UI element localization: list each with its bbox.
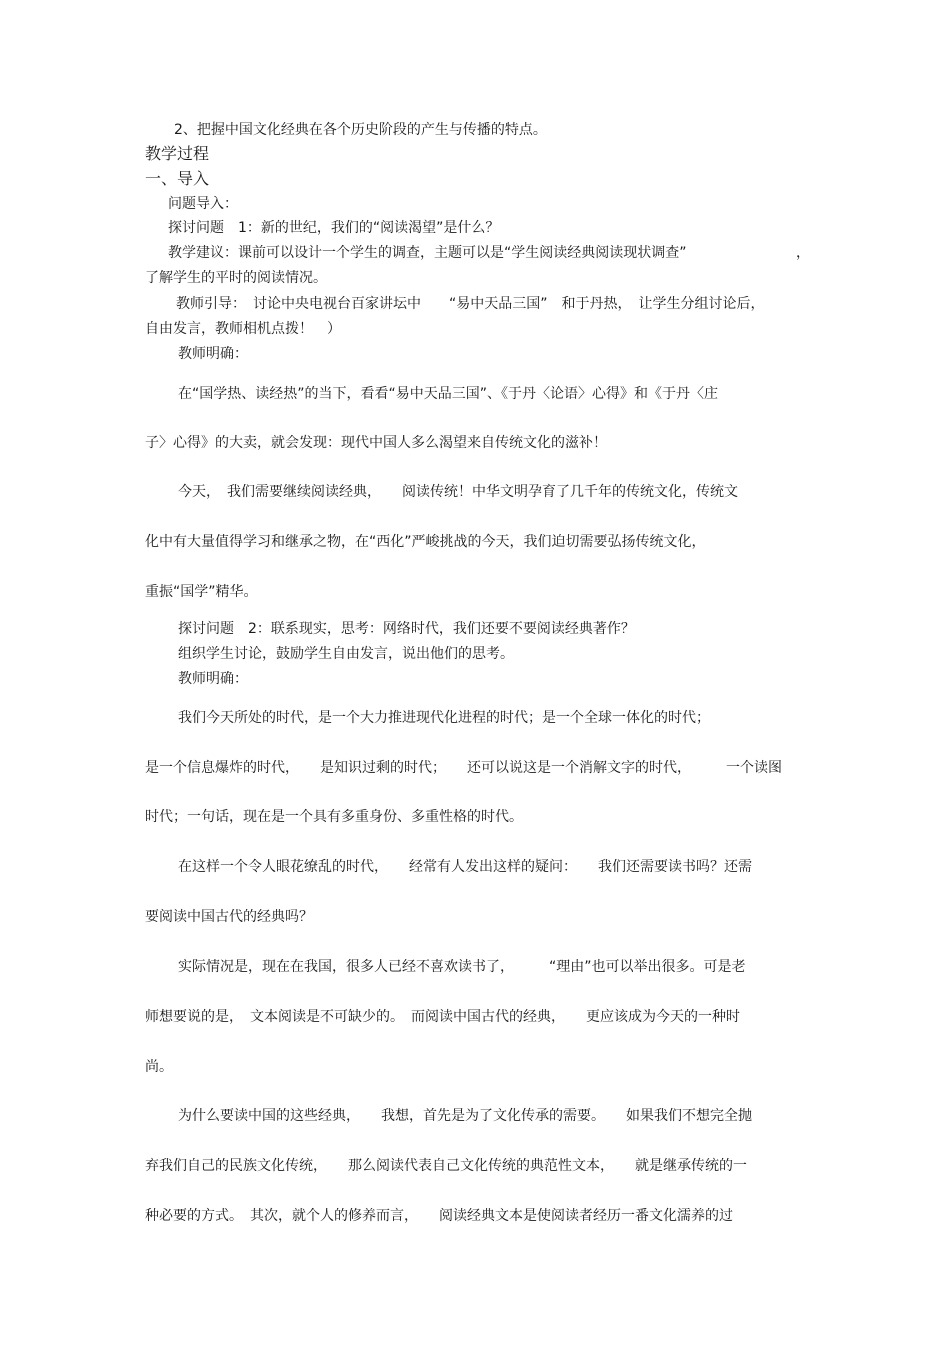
suggestion-line-1: 教学建议：课前可以设计一个学生的调查，主题可以是“学生阅读经典阅读现状调查” — [168, 245, 687, 261]
para6-line2: 弃我们自己的民族文化传统， 那么阅读代表自己文化传统的典范性文本， 就是继承传统的一 — [145, 1158, 747, 1174]
teacher-clarify-2: 教师明确： — [178, 671, 248, 687]
para3-line2: 是一个信息爆炸的时代， 是知识过剩的时代； 还可以说这是一个消解文字的时代， 一个读图 — [145, 760, 782, 776]
para2-line1: 今天， 我们需要继续阅读经典， 阅读传统！中华文明孕育了几千年的传统文化，传统文 — [178, 484, 738, 500]
organize-line: 组织学生讨论，鼓励学生自由发言，说出他们的思考。 — [178, 646, 514, 662]
question-1: 探讨问题 1：新的世纪，我们的“阅读渴望”是什么？ — [168, 220, 500, 236]
para6-line3: 种必要的方式。 其次，就个人的修养而言， 阅读经典文本是使阅读者经历一番文化濡养的过 — [145, 1208, 733, 1224]
para5-line3: 尚。 — [145, 1059, 173, 1075]
suggestion-line-2: 了解学生的平时的阅读情况。 — [145, 270, 327, 286]
para2-line2: 化中有大量值得学习和继承之物，在“西化”严峻挑战的今天，我们迫切需要弘扬传统文化， — [145, 534, 706, 550]
question-2: 探讨问题 2：联系现实，思考：网络时代，我们还要不要阅读经典著作？ — [178, 621, 635, 637]
para5-line1: 实际情况是，现在在我国，很多人已经不喜欢读书了， “理由”也可以举出很多。可是老 — [178, 959, 746, 975]
para4-line1: 在这样一个令人眼花缭乱的时代， 经常有人发出这样的疑问： 我们还需要读书吗？还需 — [178, 859, 752, 875]
question-intro: 问题导入： — [168, 196, 238, 212]
para5-line2: 师想要说的是， 文本阅读是不可缺少的。 而阅读中国古代的经典， 更应该成为今天的一种时 — [145, 1009, 740, 1025]
teacher-guide-line-2: 自由发言，教师相机点拨！ ） — [145, 321, 341, 337]
para2-line3: 重振“国学”精华。 — [145, 584, 258, 600]
teacher-clarify-1: 教师明确： — [178, 346, 248, 362]
para4-line2: 要阅读中国古代的经典吗？ — [145, 909, 313, 925]
objective-2: 2、把握中国文化经典在各个历史阶段的产生与传播的特点。 — [174, 122, 547, 138]
teacher-guide-line-1: 教师引导： 讨论中央电视台百家讲坛中 “易中天品三国” 和于丹热， 让学生分组讨论后， — [176, 296, 765, 312]
suggestion-comma: ， — [796, 245, 810, 261]
para6-line1: 为什么要读中国的这些经典， 我想，首先是为了文化传承的需要。 如果我们不想完全抛 — [178, 1108, 752, 1124]
para3-line1: 我们今天所处的时代，是一个大力推进现代化进程的时代；是一个全球一体化的时代； — [178, 710, 710, 726]
section-heading: 教学过程 — [145, 144, 210, 163]
subsection-heading: 一、导入 — [145, 169, 210, 188]
para3-line3: 时代；一句话，现在是一个具有多重身份、多重性格的时代。 — [145, 809, 523, 825]
para1-line2: 子〉心得》的大卖，就会发现：现代中国人多么渴望来自传统文化的滋补！ — [145, 435, 607, 451]
para1-line1: 在“国学热、读经热”的当下，看看“易中天品三国”、《于丹〈论语〉心得》和《于丹〈庄 — [178, 386, 719, 402]
